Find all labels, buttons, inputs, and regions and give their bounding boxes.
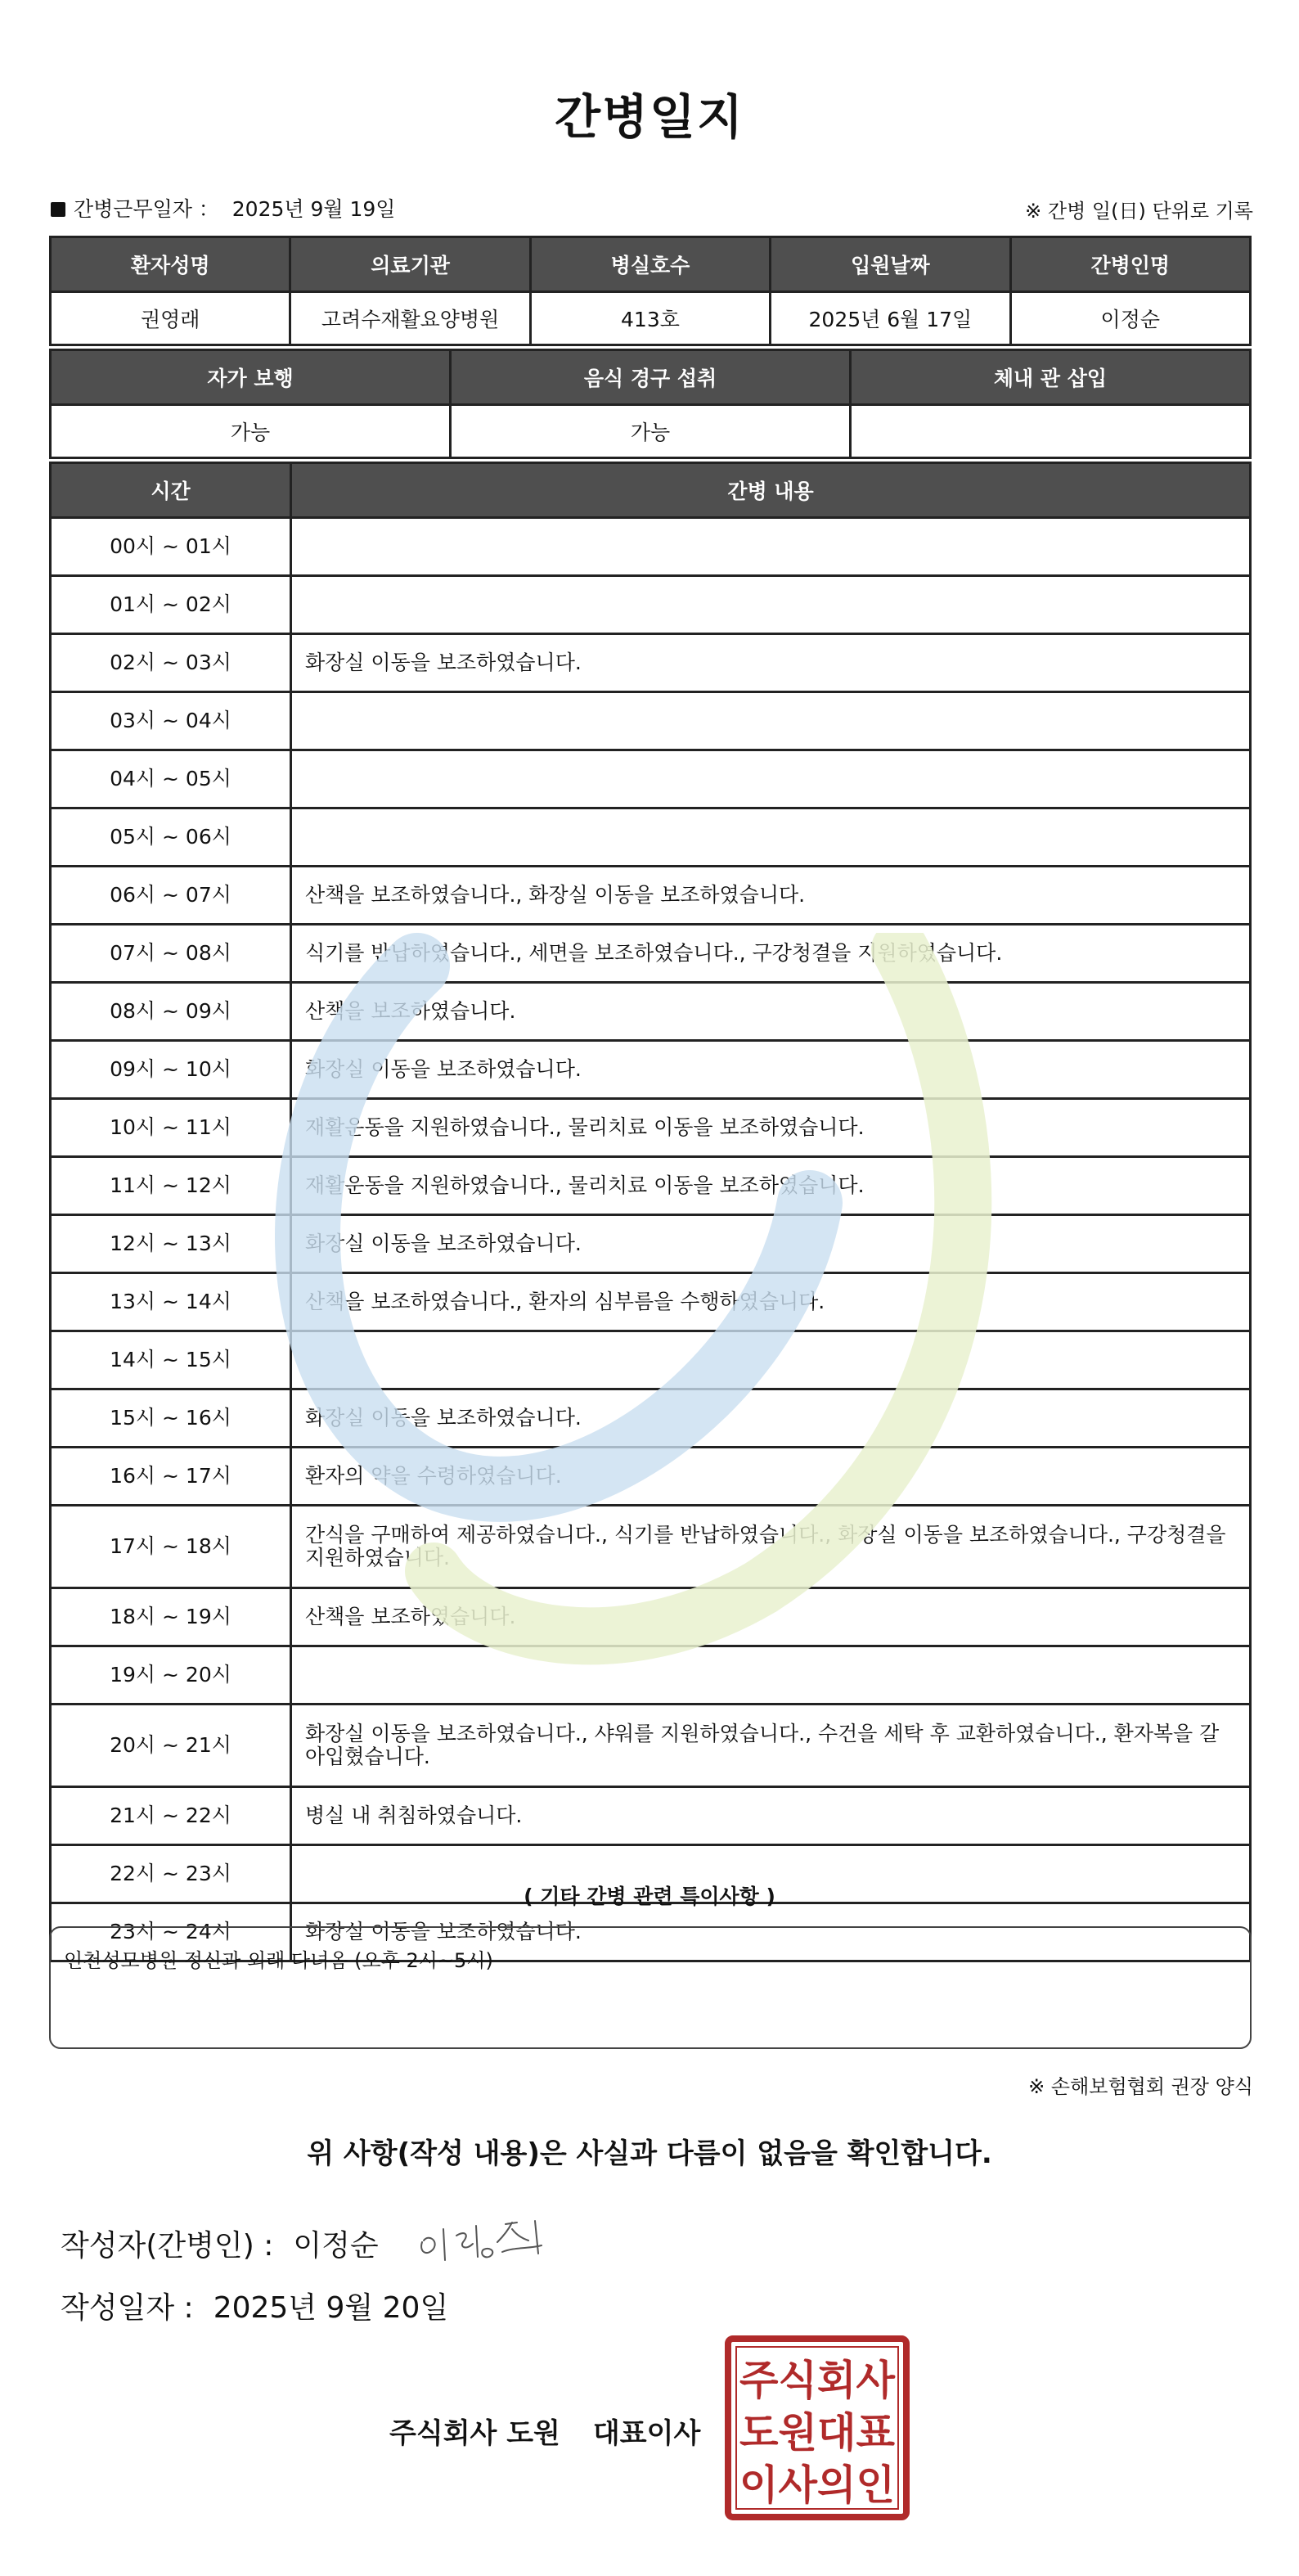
log-time: 04시 ~ 05시	[51, 750, 291, 808]
log-row	[51, 1448, 1251, 1506]
written-date-line	[61, 2285, 448, 2326]
log-time: 12시 ~ 13시	[51, 1215, 291, 1273]
log-row	[51, 1787, 1251, 1845]
header-hospital: 의료기관	[290, 237, 530, 292]
log-row	[51, 518, 1251, 576]
log-header-row	[51, 463, 1251, 518]
log-content: 병실 내 취침하였습니다.	[291, 1787, 1251, 1845]
log-time: 11시 ~ 12시	[51, 1157, 291, 1215]
header-self-walking: 자가 보행	[51, 350, 451, 405]
log-row	[51, 983, 1251, 1041]
square-bullet-icon	[51, 202, 65, 217]
writer-line	[61, 2222, 379, 2264]
writer-name: 이정순	[293, 2229, 379, 2263]
caregiver-name: 이정순	[1010, 292, 1250, 345]
log-time: 16시 ~ 17시	[51, 1448, 291, 1506]
log-time: 23시 ~ 24시	[51, 1903, 291, 1961]
company-name: 주식회사 도원	[389, 2417, 560, 2450]
log-content: 간식을 구매하여 제공하였습니다., 식기를 반납하였습니다., 화장실 이동을 보조하였습니다., 구강청결을 지원하였습니다.	[291, 1506, 1251, 1588]
log-content	[291, 1331, 1251, 1389]
ability-header-row	[51, 350, 1251, 405]
work-date	[51, 193, 395, 223]
log-time: 10시 ~ 11시	[51, 1099, 291, 1157]
care-log-table	[49, 462, 1252, 1962]
log-content	[291, 576, 1251, 634]
header-admission-date: 입원날짜	[771, 237, 1010, 292]
log-content: 산책을 보조하였습니다., 환자의 심부름을 수행하였습니다.	[291, 1273, 1251, 1331]
log-content: 재활운동을 지원하였습니다., 물리치료 이동을 보조하였습니다.	[291, 1157, 1251, 1215]
special-notes-content: 인천성모병원 정신과 외래 다녀옴 (오후 2시~5시)	[64, 1949, 493, 1972]
seal-line-3: 이사의인	[739, 2461, 895, 2509]
log-time: 05시 ~ 06시	[51, 808, 291, 867]
log-row	[51, 1157, 1251, 1215]
header-oral-intake: 음식 경구 섭취	[451, 350, 851, 405]
seal-line-2: 도원대표	[739, 2409, 896, 2457]
log-row	[51, 750, 1251, 808]
special-notes-title: ( 기타 간병 관련 특이사항 )	[524, 1885, 775, 1908]
log-content	[291, 1646, 1251, 1705]
written-date-value: 2025년 9월 20일	[213, 2291, 449, 2325]
log-time: 01시 ~ 02시	[51, 576, 291, 634]
log-time: 22시 ~ 23시	[51, 1845, 291, 1903]
company-signature-line	[389, 2411, 700, 2451]
handwritten-signature	[416, 2206, 555, 2272]
patient-header-row	[51, 237, 1251, 292]
hospital-name: 고려수재활요양병원	[290, 292, 530, 345]
ability-table	[49, 349, 1252, 459]
page-title: 간병일지	[554, 89, 745, 145]
log-row	[51, 1588, 1251, 1646]
log-row	[51, 1099, 1251, 1157]
ability-value-row	[51, 405, 1251, 458]
header-care-content: 간병 내용	[291, 463, 1251, 518]
log-time: 20시 ~ 21시	[51, 1705, 291, 1787]
log-content: 환자의 약을 수령하였습니다.	[291, 1448, 1251, 1506]
log-content	[291, 750, 1251, 808]
log-content	[291, 808, 1251, 867]
header-caregiver: 간병인명	[1010, 237, 1250, 292]
log-content: 화장실 이동을 보조하였습니다.	[291, 634, 1251, 692]
log-content: 화장실 이동을 보조하였습니다.	[291, 1041, 1251, 1099]
writer-label: 작성자(간병인) :	[61, 2229, 274, 2263]
log-content: 재활운동을 지원하였습니다., 물리치료 이동을 보조하였습니다.	[291, 1099, 1251, 1157]
log-content: 산책을 보조하였습니다.	[291, 983, 1251, 1041]
log-time: 02시 ~ 03시	[51, 634, 291, 692]
header-tube-insertion: 체내 관 삽입	[851, 350, 1251, 405]
log-content: 화장실 이동을 보조하였습니다.	[291, 1215, 1251, 1273]
log-content: 화장실 이동을 보조하였습니다., 샤워를 지원하였습니다., 수건을 세탁 후 교환하였습니다., 환자복을 갈아입혔습니다.	[291, 1705, 1251, 1787]
log-row	[51, 576, 1251, 634]
log-time: 09시 ~ 10시	[51, 1041, 291, 1099]
log-time: 13시 ~ 14시	[51, 1273, 291, 1331]
log-row	[51, 1331, 1251, 1389]
company-seal	[725, 2335, 910, 2520]
log-time: 08시 ~ 09시	[51, 983, 291, 1041]
work-date-value: 2025년 9월 19일	[231, 197, 396, 221]
log-row	[51, 808, 1251, 867]
log-content: 식기를 반납하였습니다., 세면을 보조하였습니다., 구강청결을 지원하였습니다.	[291, 925, 1251, 983]
patient-info-table	[49, 236, 1252, 346]
special-notes-box	[49, 1926, 1252, 2049]
log-row	[51, 634, 1251, 692]
log-time: 14시 ~ 15시	[51, 1331, 291, 1389]
company-representative: 대표이사	[592, 2417, 701, 2450]
log-content	[291, 692, 1251, 750]
oral-intake-value: 가능	[451, 405, 851, 458]
work-date-label: 간병근무일자 ：	[74, 197, 219, 221]
form-note: ※ 손해보험협회 권장 양식	[1028, 2075, 1253, 2098]
log-row	[51, 1705, 1251, 1787]
log-content	[291, 518, 1251, 576]
log-row	[51, 1506, 1251, 1588]
log-content: 화장실 이동을 보조하였습니다.	[291, 1903, 1251, 1961]
unit-note: ※ 간병 일(日) 단위로 기록	[1025, 200, 1253, 223]
log-time: 07시 ~ 08시	[51, 925, 291, 983]
patient-name: 권영래	[51, 292, 290, 345]
log-time: 21시 ~ 22시	[51, 1787, 291, 1845]
header-room: 병실호수	[530, 237, 770, 292]
confirmation-statement: 위 사항(작성 내용)은 사실과 다름이 없음을 확인합니다.	[307, 2137, 992, 2170]
log-row	[51, 1215, 1251, 1273]
self-walking-value: 가능	[51, 405, 451, 458]
header-time: 시간	[51, 463, 291, 518]
tube-insertion-value	[851, 405, 1251, 458]
admission-date: 2025년 6월 17일	[771, 292, 1010, 345]
log-row	[51, 1389, 1251, 1448]
log-time: 15시 ~ 16시	[51, 1389, 291, 1448]
log-time: 17시 ~ 18시	[51, 1506, 291, 1588]
log-content: 산책을 보조하였습니다., 화장실 이동을 보조하였습니다.	[291, 867, 1251, 925]
log-time: 06시 ~ 07시	[51, 867, 291, 925]
log-row	[51, 925, 1251, 983]
patient-value-row	[51, 292, 1251, 345]
log-row	[51, 867, 1251, 925]
log-row	[51, 1646, 1251, 1705]
log-content: 산책을 보조하였습니다.	[291, 1588, 1251, 1646]
log-content: 화장실 이동을 보조하였습니다.	[291, 1389, 1251, 1448]
log-row	[51, 692, 1251, 750]
log-time: 18시 ~ 19시	[51, 1588, 291, 1646]
seal-line-1: 주식회사	[739, 2357, 896, 2404]
header-patient-name: 환자성명	[51, 237, 290, 292]
log-row	[51, 1273, 1251, 1331]
room-number: 413호	[530, 292, 770, 345]
written-date-label: 작성일자 :	[61, 2291, 194, 2325]
log-time: 03시 ~ 04시	[51, 692, 291, 750]
log-time: 00시 ~ 01시	[51, 518, 291, 576]
log-time: 19시 ~ 20시	[51, 1646, 291, 1705]
log-row	[51, 1041, 1251, 1099]
